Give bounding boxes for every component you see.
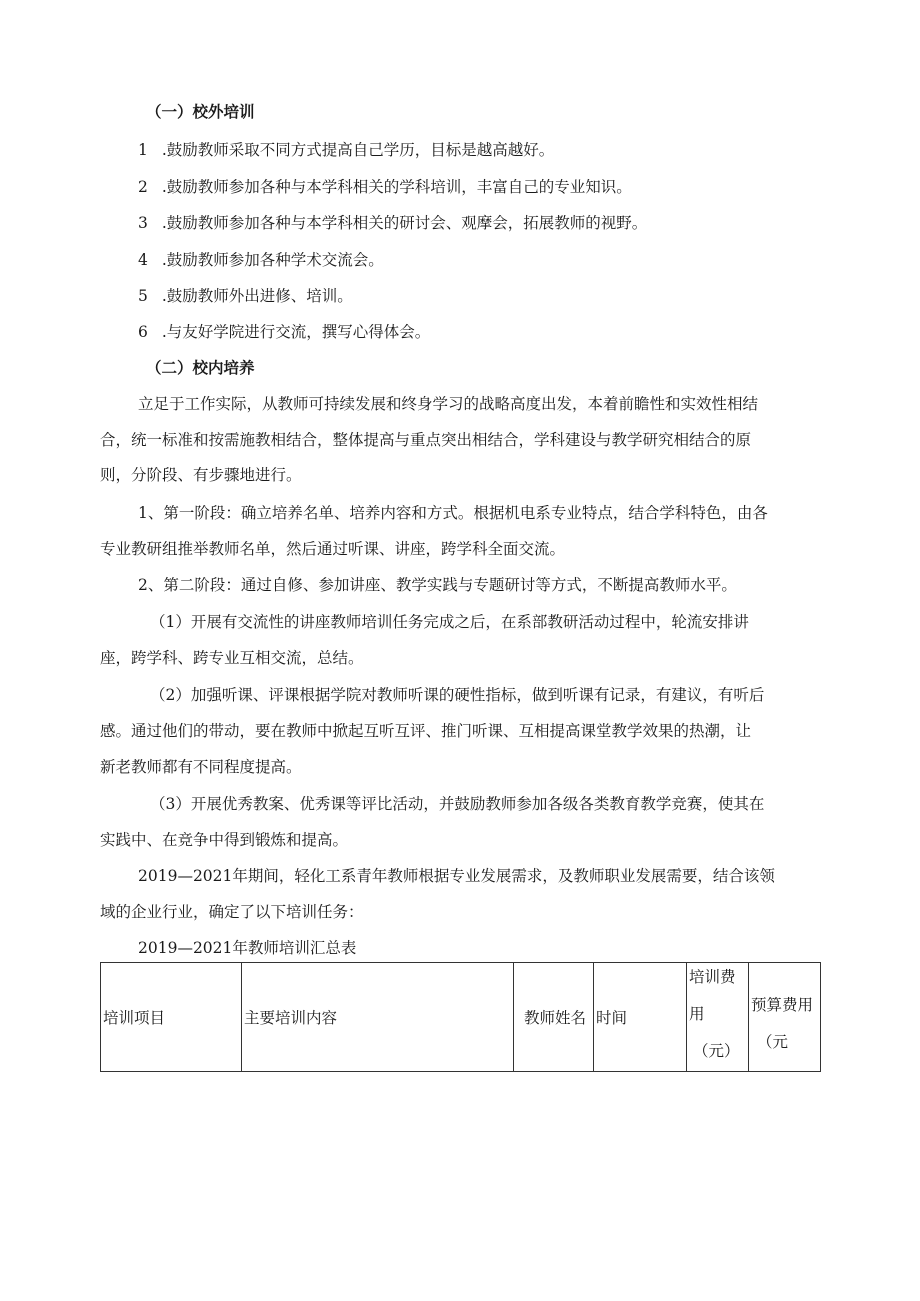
list-item-number: 4 <box>138 251 148 269</box>
table-header-row <box>101 963 821 1072</box>
list-item <box>138 140 554 160</box>
list-item-text: .鼓励教师参加各种与本学科相关的学科培训，丰富自己的专业知识。 <box>161 178 632 196</box>
paragraph-line: 感。通过他们的带动，要在教师中掀起互听互评、推门听课、互相提高课堂教学效果的热潮，让 <box>100 722 752 740</box>
list-item-number: 5 <box>138 287 148 305</box>
list-item-number: 2 <box>138 178 148 196</box>
list-item-text: .鼓励教师外出进修、培训。 <box>161 287 353 305</box>
cost-header-line-1: 培训费 <box>689 968 736 986</box>
training-summary-table <box>100 962 821 1072</box>
header-cell-time: 时间 <box>594 963 687 1072</box>
list-item <box>138 322 430 342</box>
paragraph-line: 域的企业行业，确定了以下培训任务： <box>100 903 364 921</box>
list-item-text: .与友好学院进行交流，撰写心得体会。 <box>161 323 431 341</box>
list-item-text: .鼓励教师采取不同方式提高自己学历，目标是越高越好。 <box>161 141 555 159</box>
list-item <box>138 213 647 233</box>
section-1-title: （一）校外培训 <box>146 103 255 121</box>
paragraph-line: 座，跨学科、跨专业互相交流，总结。 <box>100 649 364 667</box>
paragraph-line: 新老教师都有不同程度提高。 <box>100 758 302 776</box>
table-caption: 2019—2021年教师培训汇总表 <box>138 939 357 957</box>
list-item-number: 6 <box>138 323 148 341</box>
cost-header-line-2: 用 <box>689 1005 705 1023</box>
paragraph-line: （3）开展优秀教案、优秀课等评比活动，并鼓励教师参加各级各类教育教学竞赛，使其在 <box>150 795 765 813</box>
paragraph-line: 2019—2021年期间，轻化工系青年教师根据专业发展需求，及教师职业发展需要，结合该领 <box>138 867 775 885</box>
paragraph-line: 立足于工作实际，从教师可持续发展和终身学习的战略高度出发，本着前瞻性和实效性相结 <box>138 395 759 413</box>
paragraph-line: 专业教研组推举教师名单，然后通过听课、讲座，跨学科全面交流。 <box>100 540 566 558</box>
header-cell-teacher: 教师姓名 <box>514 963 594 1072</box>
list-item-text: .鼓励教师参加各种学术交流会。 <box>161 251 384 269</box>
paragraph-line: 实践中、在竞争中得到锻炼和提高。 <box>100 831 349 849</box>
header-cell-project: 培训项目 <box>101 963 242 1072</box>
list-item-number: 1 <box>138 141 148 159</box>
paragraph-line: 2、第二阶段：通过自修、参加讲座、教学实践与专题研讨等方式，不断提高教师水平。 <box>138 576 737 594</box>
cost-header-line-3: （元） <box>693 1042 740 1060</box>
paragraph-line: 合，统一标准和按需施教相结合，整体提高与重点突出相结合，学科建设与教学研究相结合的原 <box>100 431 752 449</box>
budget-header-line-2: （元 <box>757 1033 789 1051</box>
list-item <box>138 250 384 270</box>
list-item-number: 3 <box>138 214 148 232</box>
list-item-text: .鼓励教师参加各种与本学科相关的研讨会、观摩会，拓展教师的视野。 <box>161 214 648 232</box>
budget-header-line-1: 预算费用 <box>751 996 814 1014</box>
header-cell-cost <box>687 963 749 1072</box>
paragraph-line: 则，分阶段、有步骤地进行。 <box>100 466 302 484</box>
paragraph-line: （1）开展有交流性的讲座教师培训任务完成之后，在系部教研活动过程中，轮流安排讲 <box>150 613 749 631</box>
paragraph-line: （2）加强听课、评课根据学院对教师听课的硬性指标，做到听课有记录，有建议，有听后 <box>150 686 765 704</box>
list-item <box>138 177 632 197</box>
paragraph-line: 1、第一阶段：确立培养名单、培养内容和方式。根据机电系专业特点，结合学科特色，由各 <box>138 504 768 522</box>
list-item <box>138 286 353 306</box>
header-cell-budget <box>749 963 821 1072</box>
section-2-title: （二）校内培养 <box>146 359 255 377</box>
header-cell-content: 主要培训内容 <box>242 963 514 1072</box>
